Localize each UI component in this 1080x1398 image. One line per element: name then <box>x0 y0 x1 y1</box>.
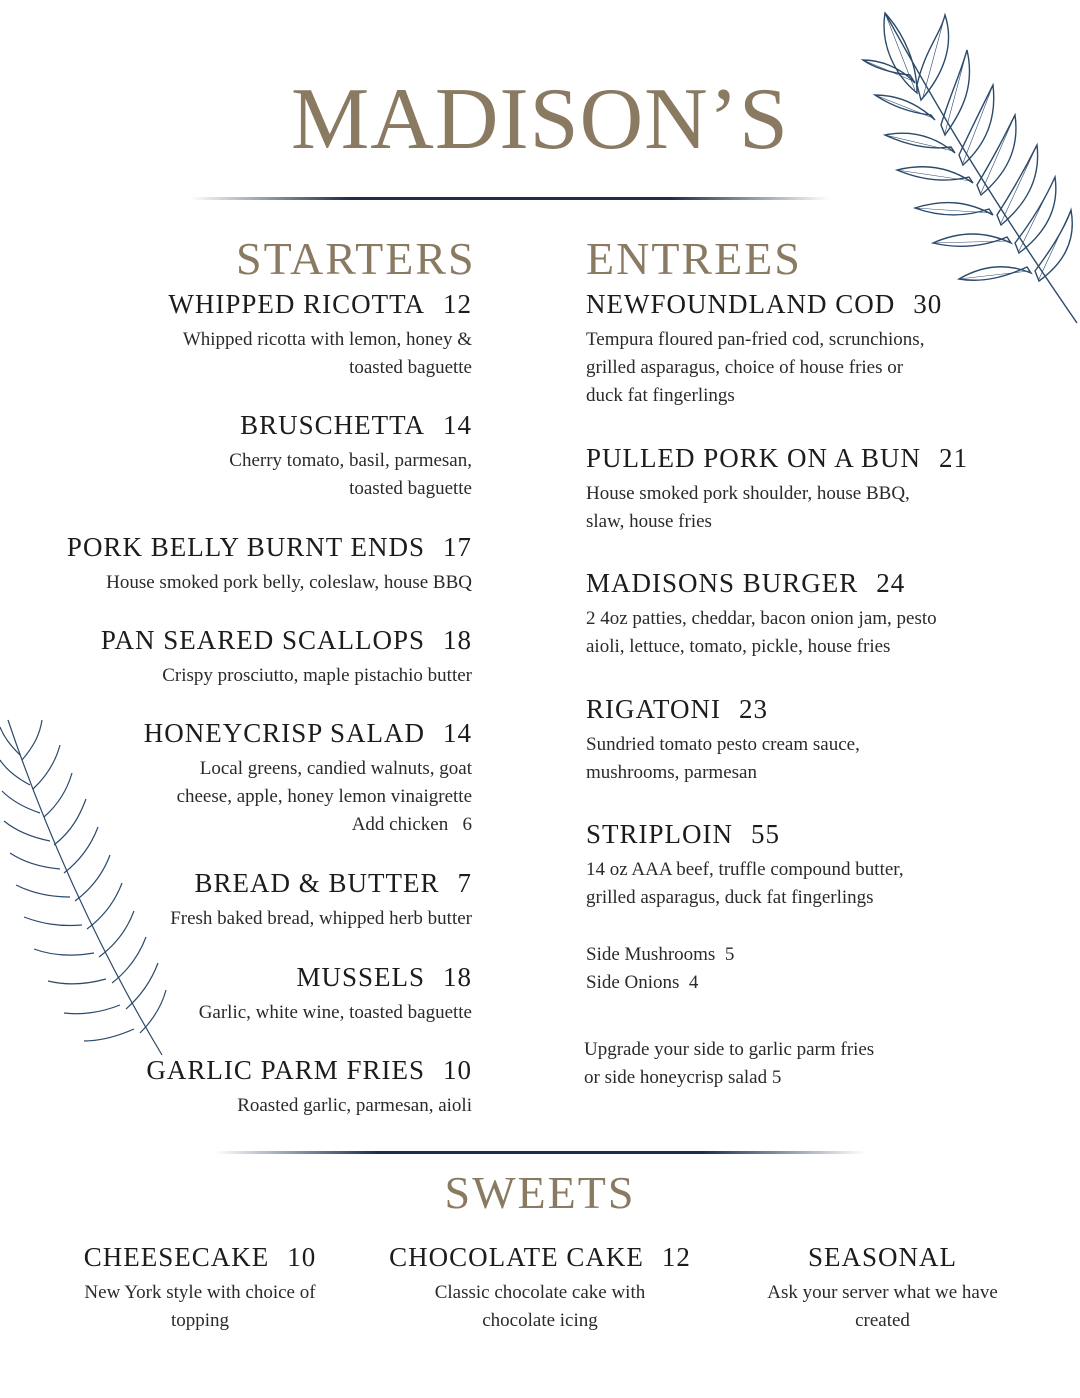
item-price: 24 <box>876 568 906 598</box>
dessert-item <box>40 1242 360 1335</box>
item-desc-line: Whipped ricotta with lemon, honey & <box>182 329 472 351</box>
item-desc-line: Tempura floured pan-fried cod, scrunchions, <box>586 329 925 351</box>
item-name: CHEESECAKE <box>83 1242 270 1272</box>
menu-item <box>168 289 472 382</box>
menu-item <box>170 868 472 933</box>
item-desc-line: topping <box>170 1310 230 1332</box>
item-desc-line: House smoked pork shoulder, house BBQ, <box>586 483 910 505</box>
item-desc-line: Ask your server what we have <box>767 1282 998 1304</box>
item-desc-line: toasted baguette <box>349 478 472 500</box>
dessert-item <box>730 1242 1035 1335</box>
item-desc-line: 2 4oz patties, cheddar, bacon onion jam, pesto <box>586 608 937 630</box>
menu-item <box>146 1055 472 1120</box>
item-desc-line: Local greens, candied walnuts, goat <box>199 758 472 780</box>
sweets-heading: SWEETS <box>444 1167 636 1218</box>
menu-item <box>586 568 937 661</box>
item-desc-line: created <box>855 1310 910 1332</box>
item-desc-line: Sundried tomato pesto cream sauce, <box>586 734 860 756</box>
item-price: 21 <box>939 443 969 473</box>
item-desc-line: grilled asparagus, duck fat fingerlings <box>586 887 874 909</box>
menu-item <box>229 410 472 503</box>
menu-item <box>144 718 472 839</box>
restaurant-title: MADISON’S <box>291 71 789 168</box>
item-desc-line: House smoked pork belly, coleslaw, house BBQ <box>106 572 472 594</box>
item-desc-line: grilled asparagus, choice of house fries or <box>586 357 904 379</box>
item-desc-line: Garlic, white wine, toasted baguette <box>198 1002 472 1024</box>
item-name: MADISONS BURGER <box>586 568 859 598</box>
upgrade-line: Upgrade your side to garlic parm fries <box>584 1039 875 1060</box>
item-price: 18 <box>443 962 472 992</box>
item-desc-line: Roasted garlic, parmesan, aioli <box>237 1095 472 1117</box>
item-price: 14 <box>443 718 472 748</box>
item-name: PAN SEARED SCALLOPS <box>100 625 425 655</box>
item-price: 12 <box>443 289 472 319</box>
menu-item <box>199 962 472 1027</box>
item-name: GARLIC PARM FRIES <box>146 1055 425 1085</box>
item-desc-line: duck fat fingerlings <box>586 385 735 407</box>
item-price: 30 <box>913 289 943 319</box>
item-desc-line: slaw, house fries <box>586 511 712 533</box>
item-name: BRUSCHETTA <box>240 410 425 440</box>
item-desc-line: toasted baguette <box>349 357 472 379</box>
item-desc-line: aioli, lettuce, tomato, pickle, house fries <box>586 636 891 658</box>
item-name: SEASONAL <box>807 1242 957 1272</box>
item-price: 17 <box>443 532 472 562</box>
sweets-divider <box>215 1151 865 1154</box>
item-price: 10 <box>443 1055 472 1085</box>
item-price: 10 <box>287 1242 317 1272</box>
item-price: 18 <box>443 625 472 655</box>
item-name: PORK BELLY BURNT ENDS <box>66 532 425 562</box>
item-name: WHIPPED RICOTTA <box>168 289 425 319</box>
item-name: RIGATONI <box>586 694 721 724</box>
starters-heading: STARTERS <box>236 233 476 284</box>
item-desc-line: chocolate icing <box>482 1310 598 1332</box>
item-desc-line: Cherry tomato, basil, parmesan, <box>229 450 472 472</box>
item-price: 12 <box>661 1242 691 1272</box>
sides-list <box>586 935 734 997</box>
menu-item <box>586 819 904 912</box>
menu-item <box>101 625 472 690</box>
side-item: Side Onions 4 <box>586 972 699 993</box>
item-desc-line: Add chicken 6 <box>351 814 472 836</box>
item-desc-line: 14 oz AAA beef, truffle compound butter, <box>586 859 904 881</box>
item-name: CHOCOLATE CAKE <box>389 1242 644 1272</box>
menu-item <box>586 289 942 410</box>
item-name: STRIPLOIN <box>586 819 734 849</box>
item-desc-line: mushrooms, parmesan <box>586 762 757 784</box>
item-name: MUSSELS <box>296 962 425 992</box>
item-desc-line: Fresh baked bread, whipped herb butter <box>170 908 472 930</box>
item-desc-line: cheese, apple, honey lemon vinaigrette <box>176 786 472 808</box>
item-name: HONEYCRISP SALAD <box>143 718 425 748</box>
item-desc-line: Crispy prosciutto, maple pistachio butter <box>162 665 472 687</box>
menu-item <box>67 532 472 597</box>
upgrade-note <box>584 1030 874 1092</box>
upgrade-line: or side honeycrisp salad 5 <box>584 1067 782 1088</box>
menu-item <box>586 443 968 536</box>
item-price: 14 <box>443 410 472 440</box>
item-price: 23 <box>739 694 768 724</box>
menu-item <box>586 694 860 787</box>
dessert-item <box>370 1242 710 1335</box>
item-desc-line: New York style with choice of <box>84 1282 316 1304</box>
item-desc-line: Classic chocolate cake with <box>434 1282 646 1304</box>
item-name: BREAD & BUTTER <box>194 868 440 898</box>
item-name: NEWFOUNDLAND COD <box>586 289 896 319</box>
entrees-heading: ENTREES <box>586 233 802 284</box>
side-item: Side Mushrooms 5 <box>586 944 735 965</box>
item-price: 55 <box>751 819 781 849</box>
item-price: 7 <box>457 868 472 898</box>
item-name: PULLED PORK ON A BUN <box>586 443 922 473</box>
